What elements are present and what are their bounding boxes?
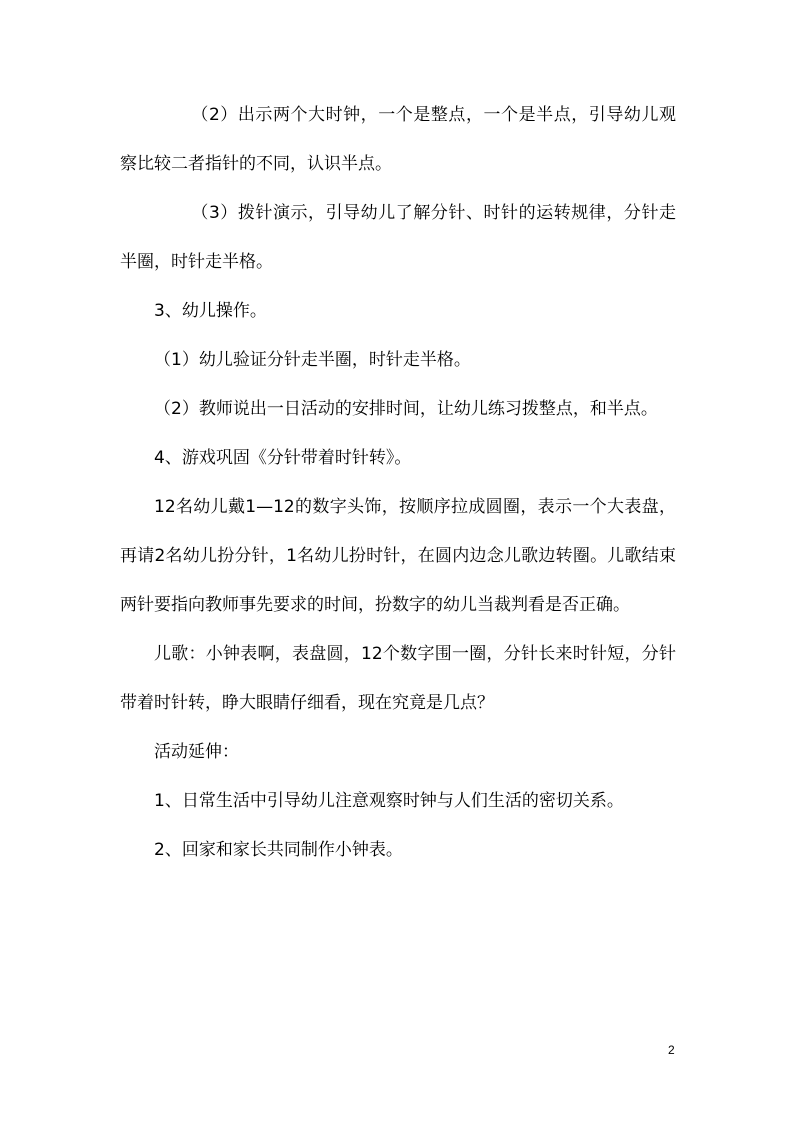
paragraph-extension-1: 1、日常生活中引导幼儿注意观察时钟与人们生活的密切关系。 bbox=[154, 791, 624, 811]
paragraph-demo-hands: （3）拨针演示，引导幼儿了解分针、时针的运转规律，分针走半圈，时针走半格。 bbox=[120, 203, 676, 272]
paragraph-nursery-rhyme: 儿歌：小钟表啊，表盘圆，12个数字围一圈，分针长来时针短，分针带着时针转，睁大眼睛仔细看，现在究竟是几点？ bbox=[120, 644, 676, 713]
paragraph-teacher-schedule: （2）教师说出一日活动的安排时间，让幼儿练习拨整点，和半点。 bbox=[154, 399, 658, 419]
section-heading-child-operation: 3、幼儿操作。 bbox=[154, 301, 267, 321]
paragraph-demo-clocks: （2）出示两个大时钟，一个是整点，一个是半点，引导幼儿观察比较二者指针的不同，认识半点。 bbox=[120, 105, 676, 174]
paragraph-verify-hands: （1）幼儿验证分针走半圈，时针走半格。 bbox=[154, 350, 471, 370]
paragraph-game-description: 12名幼儿戴1—12的数字头饰，按顺序拉成圆圈，表示一个大表盘，再请2名幼儿扮分针，1名幼儿扮时针，在圆内边念儿歌边转圈。儿歌结束两针要指向教师事先要求的时间，扮数字的幼儿当裁判看是否正确。 bbox=[120, 497, 676, 615]
paragraph-extension-2: 2、回家和家长共同制作小钟表。 bbox=[154, 840, 403, 860]
section-heading-extension: 活动延伸： bbox=[154, 742, 239, 762]
page-number: 2 bbox=[668, 1043, 675, 1057]
section-heading-game: 4、游戏巩固《分针带着时针转》。 bbox=[154, 448, 412, 468]
document-body bbox=[120, 91, 676, 875]
